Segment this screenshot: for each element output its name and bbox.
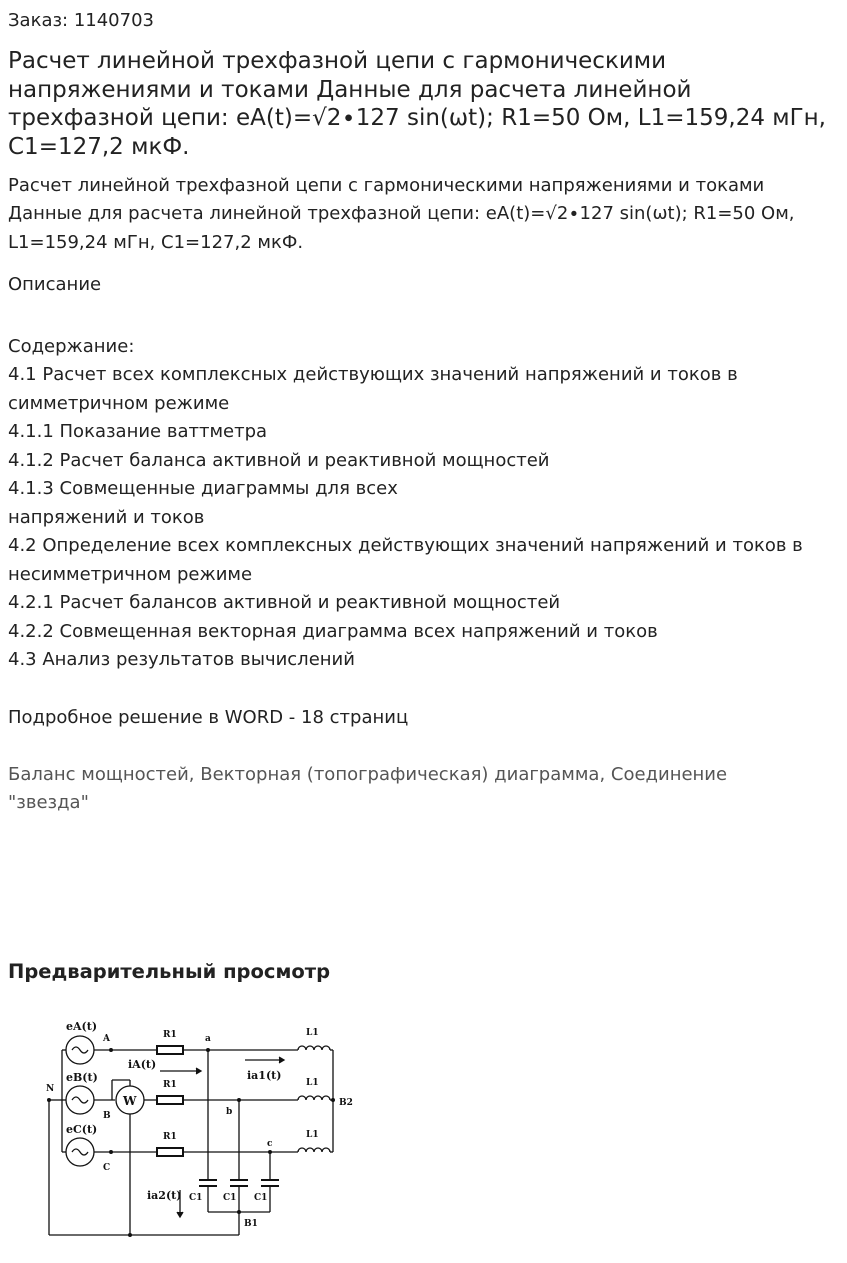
- description-heading: Описание: [8, 274, 102, 295]
- label-R1-b: R1: [163, 1080, 177, 1090]
- contents-item: 4.2.1 Расчет балансов активной и реактивной мощностей: [8, 592, 561, 614]
- preview-heading: Предварительный просмотр: [8, 960, 331, 983]
- page-title: Расчет линейной трехфазной цепи с гармоническими напряжениями и токами Данные для расчета линейной трехфазной цепи: eA(t)=√2∙127 sin(ωt); R1=50 Ом, L1=159,24 мГн, C1=127,2 мкФ.: [8, 48, 826, 160]
- label-R1-a: R1: [163, 1030, 177, 1040]
- tags-line[interactable]: Баланс мощностей, Векторная (топографическая) диаграмма, Соединение "звезда": [8, 764, 728, 813]
- label-ia2: ia2(t): [147, 1189, 182, 1202]
- label-L1-a: L1: [306, 1028, 319, 1038]
- word-note: Подробное решение в WORD - 18 страниц: [8, 707, 409, 728]
- label-C1-b: C1: [223, 1193, 237, 1203]
- label-b: b: [226, 1107, 233, 1117]
- capacitors: [199, 1180, 279, 1186]
- contents-list: [8, 333, 839, 674]
- label-c: c: [267, 1139, 273, 1149]
- label-eC: eC(t): [66, 1123, 98, 1136]
- label-iA: iA(t): [128, 1058, 157, 1071]
- label-eA: eA(t): [66, 1020, 98, 1033]
- inductor-c: [298, 1148, 330, 1152]
- label-B: B: [103, 1111, 111, 1121]
- label-eB: eB(t): [66, 1071, 98, 1084]
- label-L1-b: L1: [306, 1078, 319, 1088]
- inductor-b: [298, 1096, 330, 1100]
- contents-item: 4.1.1 Показание ваттметра: [8, 421, 268, 443]
- label-a: a: [205, 1034, 211, 1044]
- label-B2: B2: [339, 1098, 353, 1108]
- resistor-c: [157, 1148, 183, 1156]
- circuit-diagram: [30, 1010, 360, 1245]
- resistor-a: [157, 1046, 183, 1054]
- label-L1-c: L1: [306, 1130, 319, 1140]
- label-ia1: ia1(t): [247, 1069, 282, 1082]
- description-text: Расчет линейной трехфазной цепи с гармоническими напряжениями и токами Данные для расчета линейной трехфазной цепи: eA(t)=√2∙127 sin(ωt); R1=50 Ом, L1=159,24 мГн, C1=127,2 мкФ.: [8, 175, 795, 253]
- resistor-b: [157, 1096, 183, 1104]
- label-C1-c: C1: [254, 1193, 268, 1203]
- contents-item: 4.1 Расчет всех комплексных действующих значений напряжений и токов в симметричном режиме: [8, 364, 738, 414]
- inductor-a: [298, 1046, 330, 1050]
- label-B1: B1: [244, 1219, 258, 1229]
- label-C1-a: C1: [189, 1193, 203, 1203]
- contents-item: 4.1.3 Совмещенные диаграммы для всех: [8, 478, 398, 500]
- contents-item: 4.3 Анализ результатов вычислений: [8, 648, 355, 670]
- label-W: W: [123, 1094, 137, 1108]
- contents-item: Содержание:: [8, 336, 135, 357]
- contents-item: 4.1.2 Расчет баланса активной и реактивной мощностей: [8, 449, 550, 471]
- label-A: A: [103, 1034, 110, 1044]
- contents-item: 4.2 Определение всех комплексных действующих значений напряжений и токов в несимметричном режиме: [8, 535, 803, 585]
- contents-item: напряжений и токов: [8, 506, 205, 528]
- order-number: Заказ: 1140703: [8, 10, 154, 31]
- contents-item: 4.2.2 Совмещенная векторная диаграмма всех напряжений и токов: [8, 620, 658, 642]
- label-N: N: [46, 1084, 55, 1094]
- label-R1-c: R1: [163, 1132, 177, 1142]
- label-C: C: [103, 1163, 111, 1173]
